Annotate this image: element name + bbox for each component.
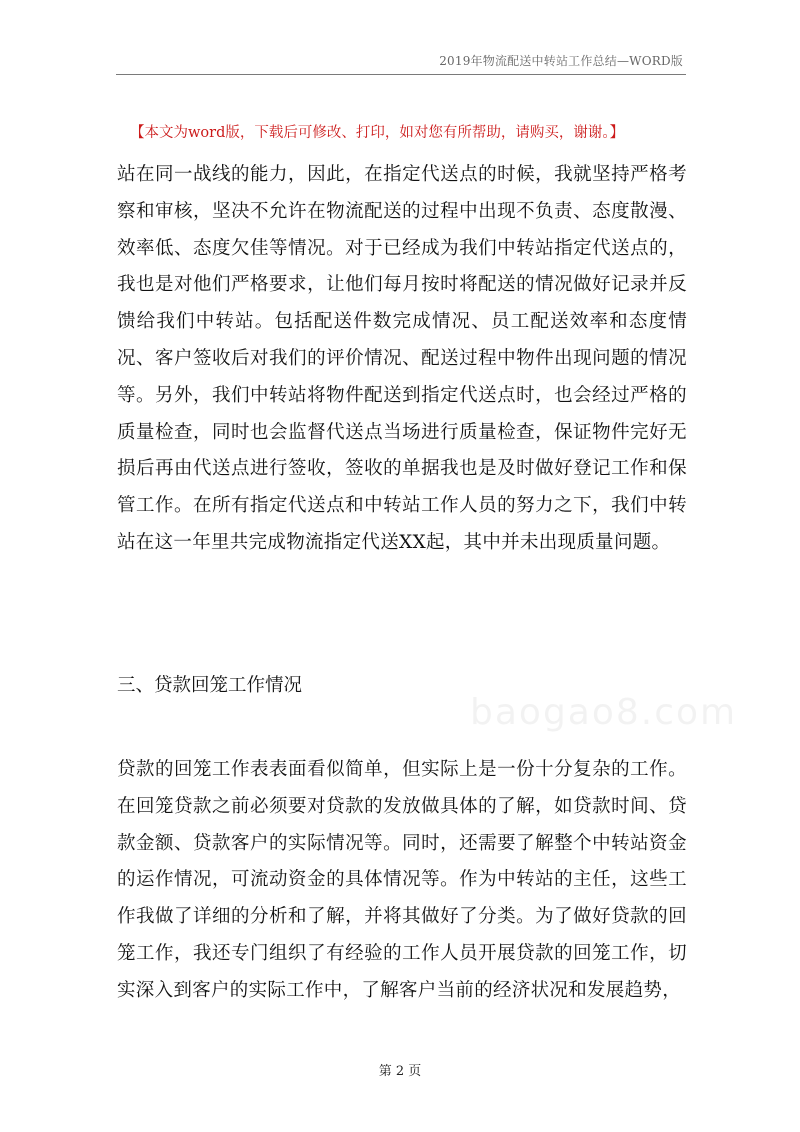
body-paragraph-2: 贷款的回笼工作表表面看似简单，但实际上是一份十分复杂的工作。在回笼贷款之前必须要对贷款的发放做具体的了解，如贷款时间、贷款金额、贷款客户的实际情况等。同时，还需要了解整个中转站资金的运作情况，可流动资金的具体情况等。作为中转站的主任，这些工作我做了详细的分析和了解，并将其做好了分类。为了做好贷款的回笼工作，我还专门组织了有经验的工作人员开展贷款的回笼工作，切实深入到客户的实际工作中，了解客户当前的经济状况和发展趋势， (117, 759, 687, 1001)
running-header-title: 2019年物流配送中转站工作总结—WORD版 (439, 54, 683, 68)
body-paragraph-1: 站在同一战线的能力，因此，在指定代送点的时候，我就坚持严格考察和审核，坚决不允许在物流配送的过程中出现不负责、态度散漫、效率低、态度欠佳等情况。对于已经成为我们中转站指定代送点的，我也是对他们严格要求，让他们每月按时将配送的情况做好记录并反馈给我们中转站。包括配送件数完成情况、员工配送效率和态度情况、客户签收后对我们的评价情况、配送过程中物件出现问题的情况等。另外，我们中转站将物件配送到指定代送点时，也会经过严格的质量检查，同时也会监督代送点当场进行质量检查，保证物件完好无损后再由代送点进行签收，签收的单据我也是及时做好登记工作和保管工作。在所有指定代送点和中转站工作人员的努力之下，我们中转站在这一年里共完成物流指定代送XX起，其中并未出现质量问题。 (117, 164, 687, 553)
page-number: 第 2 页 (378, 1064, 422, 1079)
watermark: baogao8.com (470, 692, 738, 733)
header-divider (116, 74, 686, 75)
section-heading: 三、贷款回笼工作情况 (117, 675, 303, 696)
purchase-notice: 【本文为word版，下载后可修改、打印，如对您有所帮助，请购买，谢谢。】 (130, 125, 625, 141)
